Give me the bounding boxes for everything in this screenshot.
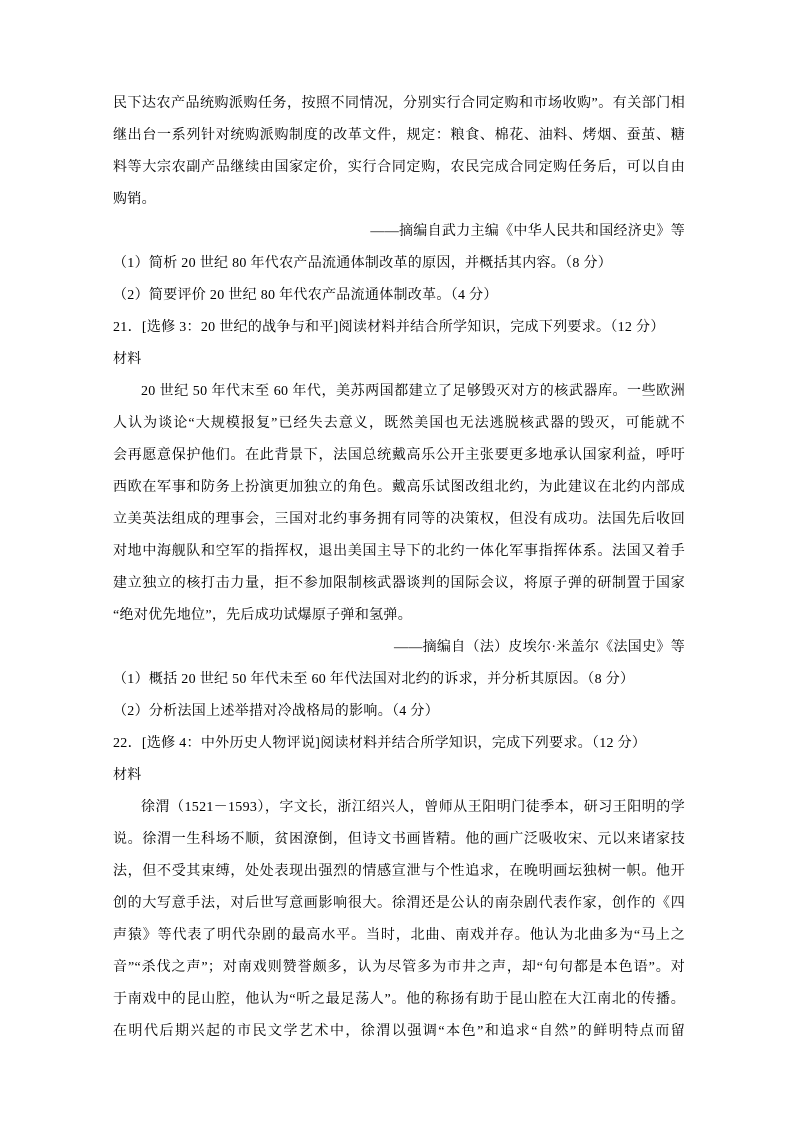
paragraph-line: 购销。 (113, 192, 156, 207)
paragraph-line: 继出台一系列针对统购派购制度的改革文件，规定：粮食、棉花、油料、烤烟、蚕茧、糖 (113, 128, 685, 143)
source-attribution: ——摘编自（法）皮埃尔·米盖尔《法国史》等 (394, 640, 685, 655)
document-body (113, 88, 685, 1048)
material-line: 在明代后期兴起的市民文学艺术中，徐渭以强调“本色”和追求“自然”的鲜明特点而留 (113, 1024, 685, 1039)
material-line: 音”“杀伐之声”；对南戏则赞誉颇多，认为尽管多为市井之声，却“句句都是本色语”。对 (113, 960, 685, 975)
material-line: 创的大写意手法，对后世写意画影响很大。徐渭还是公认的南杂剧代表作家，创作的《四 (113, 896, 685, 911)
material-line: 徐渭（1521－1593），字文长，浙江绍兴人，曾师从王阳明门徒季本，研习王阳明的学 (141, 800, 685, 815)
material-line: 人认为谈论“大规模报复”已经失去意义，既然美国也无法逃脱核武器的毁灭，可能就不 (113, 416, 685, 431)
source-attribution: ——摘编自武力主编《中华人民共和国经济史》等 (370, 224, 685, 239)
material-label: 材料 (113, 768, 142, 783)
material-line: 声猿》等代表了明代杂剧的最高水平。当时，北曲、南戏并存。他认为北曲多为“马上之 (113, 928, 685, 943)
material-label: 材料 (113, 352, 142, 367)
sub-question-2: （2）分析法国上述举措对冷战格局的影响。（4 分） (113, 704, 439, 719)
material-line: 法，但不受其束缚，处处表现出强烈的情感宣泄与个性追求，在晚明画坛独树一帜。他开 (113, 864, 685, 879)
material-line: 会再愿意保护他们。在此背景下，法国总统戴高乐公开主张要更多地承认国家利益，呼吁 (113, 448, 685, 463)
material-line: 说。徐渭一生科场不顺，贫困潦倒，但诗文书画皆精。他的画广泛吸收宋、元以来诸家技 (113, 832, 685, 847)
question-21-header: 21．[选修 3：20 世纪的战争与和平]阅读材料并结合所学知识，完成下列要求。（12 分） (113, 320, 665, 335)
sub-question-1: （1）简析 20 世纪 80 年代农产品流通体制改革的原因，并概括其内容。（8 分） (113, 256, 613, 271)
paragraph-line: 民下达农产品统购派购任务，按照不同情况，分别实行合同定购和市场收购”。有关部门相 (113, 96, 685, 111)
material-line: 对地中海舰队和空军的指挥权，退出美国主导下的北约一体化军事指挥体系。法国又着手 (113, 544, 685, 559)
material-line: 西欧在军事和防务上扮演更加独立的角色。戴高乐试图改组北约，为此建议在北约内部成 (113, 480, 685, 495)
sub-question-2: （2）简要评价 20 世纪 80 年代农产品流通体制改革。（4 分） (113, 288, 498, 303)
sub-question-1: （1）概括 20 世纪 50 年代未至 60 年代法国对北约的诉求，并分析其原因。（8 分） (113, 672, 635, 687)
material-line: 立美英法组成的理事会，三国对北约事务拥有同等的决策权，但没有成功。法国先后收回 (113, 512, 685, 527)
paragraph-line: 料等大宗农副产品继续由国家定价，实行合同定购，农民完成合同定购任务后，可以自由 (113, 160, 685, 175)
material-line: “绝对优先地位”，先后成功试爆原子弹和氢弹。 (113, 608, 413, 623)
material-line: 于南戏中的昆山腔，他认为“听之最足荡人”。他的称扬有助于昆山腔在大江南北的传播。 (113, 992, 685, 1007)
material-line: 建立独立的核打击力量，拒不参加限制核武器谈判的国际会议，将原子弹的研制置于国家 (113, 576, 685, 591)
material-line: 20 世纪 50 年代末至 60 年代，美苏两国都建立了足够毁灭对方的核武器库。一些欧洲 (141, 384, 685, 399)
question-22-header: 22．[选修 4：中外历史人物评说]阅读材料并结合所学知识，完成下列要求。（12 分） (113, 736, 647, 751)
